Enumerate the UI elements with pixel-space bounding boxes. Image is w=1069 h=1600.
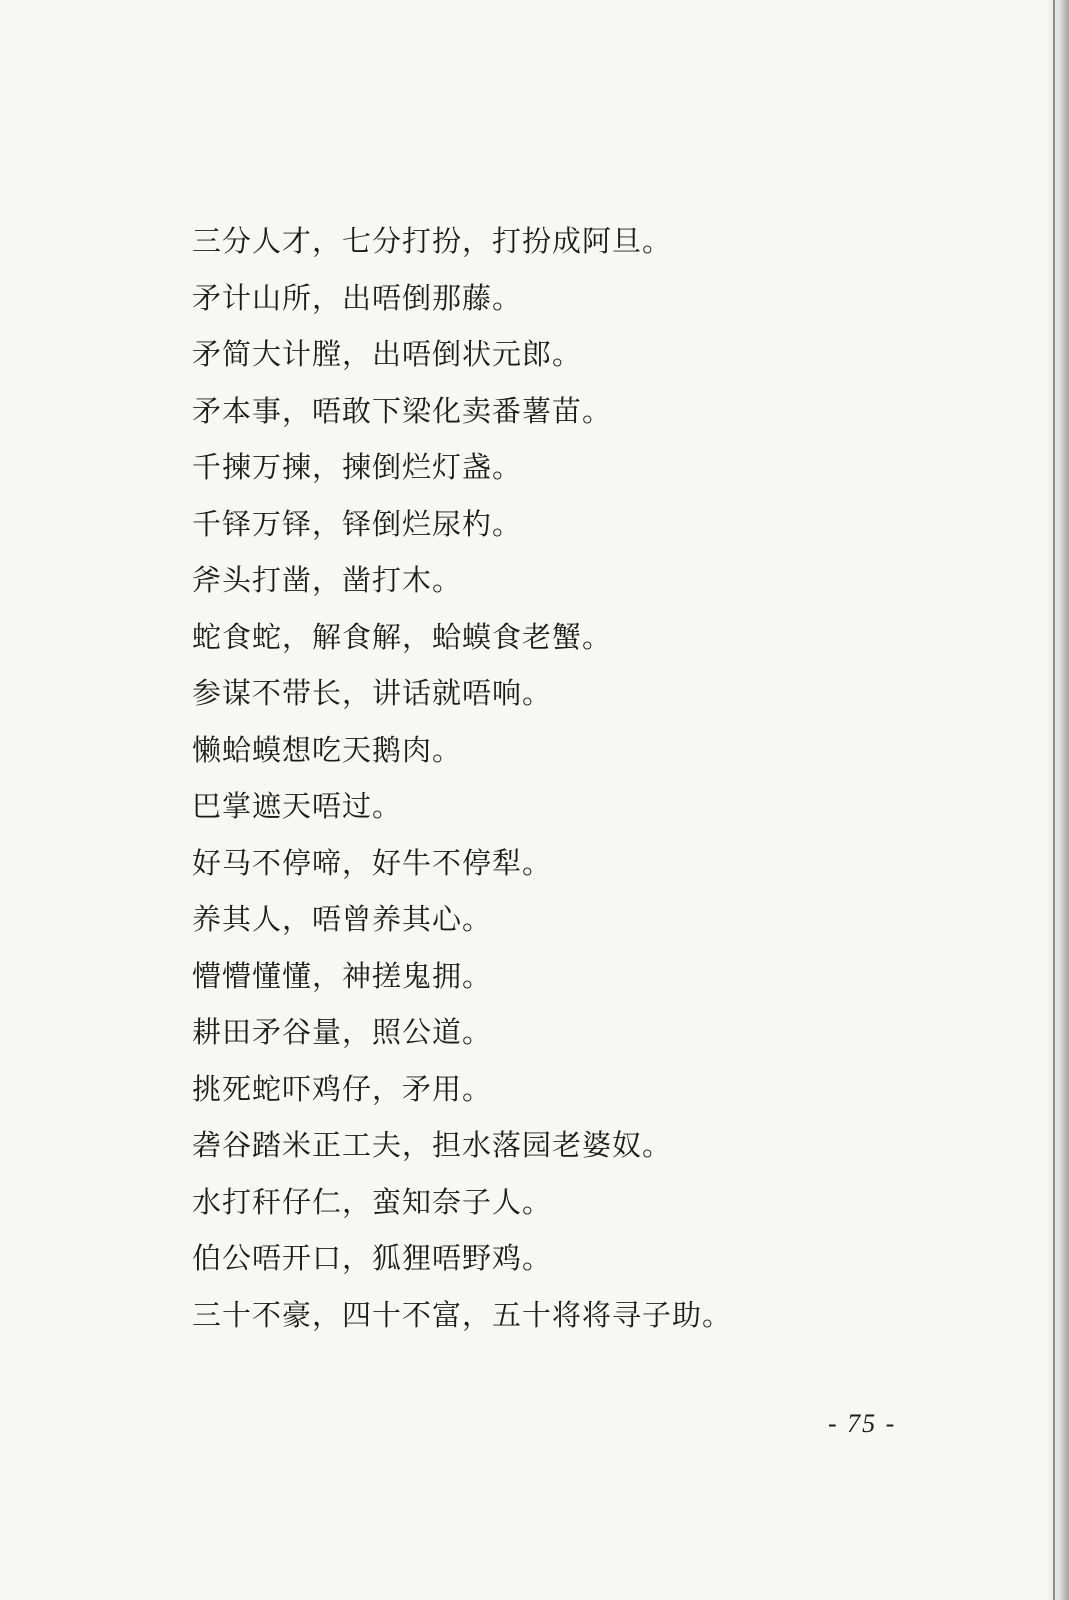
proverb-line: 砻谷踏米正工夫，担水落园老婆奴。 <box>192 1128 673 1162</box>
proverb-line: 养其人，唔曾养其心。 <box>192 902 493 936</box>
page-edge-line <box>1053 0 1055 1600</box>
proverb-line: 三十不豪，四十不富，五十将将寻子助。 <box>192 1297 733 1332</box>
proverb-line: 蛇食蛇，解食解，蛤蟆食老蟹。 <box>192 619 613 654</box>
proverb-line: 好马不停啼，好牛不停犁。 <box>192 845 553 880</box>
proverb-line: 挑死蛇吓鸡仔，矛用。 <box>192 1071 493 1106</box>
proverb-line: 千揀万揀，揀倒烂灯盏。 <box>192 450 523 484</box>
proverb-line: 伯公唔开口，狐狸唔野鸡。 <box>192 1241 553 1275</box>
proverb-line: 巴掌遮天唔过。 <box>192 789 403 823</box>
proverb-line: 千铎万铎，铎倒烂尿杓。 <box>192 506 523 541</box>
proverb-line: 矛计山所，出唔倒那藤。 <box>192 280 523 315</box>
page-number: - 75 - <box>828 1409 897 1438</box>
proverb-line: 耕田矛谷量，照公道。 <box>192 1015 493 1049</box>
proverb-line: 懒蛤蟆想吃天鹅肉。 <box>192 732 463 767</box>
proverb-line: 参谋不带长，讲话就唔响。 <box>192 676 553 710</box>
page-edge-shadow <box>1047 0 1069 1600</box>
proverb-line: 懵懵懂懂，神搓鬼拥。 <box>192 958 493 993</box>
proverb-line: 矛简大计膛，出唔倒状元郎。 <box>192 337 583 371</box>
proverb-line: 水打秆仔仁，蛮知奈子人。 <box>192 1184 553 1219</box>
proverb-line: 矛本事，唔敢下梁化卖番薯苗。 <box>192 393 613 428</box>
proverb-line: 三分人才，七分打扮，打扮成阿旦。 <box>192 224 673 258</box>
proverb-list <box>192 213 732 1343</box>
proverb-line: 斧头打凿，凿打木。 <box>192 563 463 597</box>
